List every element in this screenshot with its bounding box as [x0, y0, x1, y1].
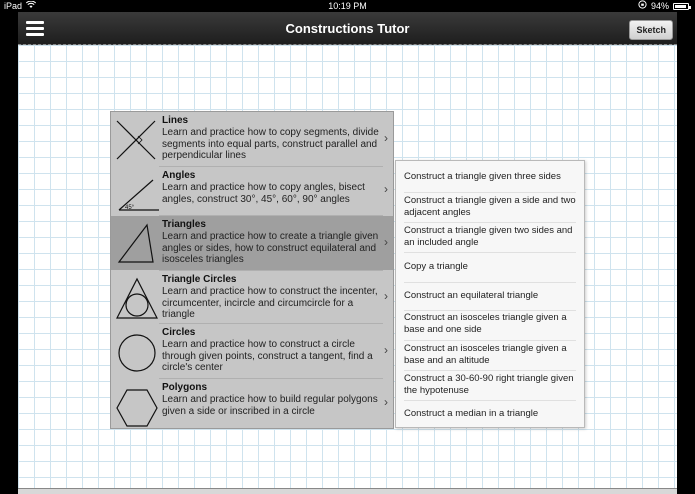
menu-item-desc: Learn and practice how to construct the incenter, circumcenter, incircle and circumcircle for a triangle [162, 286, 378, 320]
submenu-item[interactable]: Copy a triangle [404, 261, 468, 272]
rotation-lock-icon [638, 0, 647, 12]
menu-item-desc: Learn and practice how to copy angles, bisect angles, construct 30°, 45°, 60°, 90° angles [162, 182, 365, 205]
menu-item-desc: Learn and practice how to create a triangle given angles or sides, how to construct equilateral and isosceles triangles [162, 231, 379, 265]
menu-item-title: Angles [162, 170, 196, 181]
menu-item-desc: Learn and practice how to construct a circle through given points, construct a tangent, find a circle's center [162, 339, 373, 373]
menu-item-lines[interactable] [111, 112, 393, 166]
chevron-right-icon: › [384, 289, 388, 303]
submenu-item[interactable]: Construct a median in a triangle [404, 408, 539, 419]
divider [404, 370, 576, 371]
sketch-button[interactable]: Sketch [629, 20, 673, 40]
triangle-circles-icon [115, 276, 159, 320]
menu-item-title: Lines [162, 115, 189, 126]
nav-bar [18, 12, 677, 45]
angle-icon [115, 172, 159, 216]
submenu-item[interactable]: Construct an isosceles triangle given a base and an altitude [404, 343, 567, 366]
submenu-item[interactable]: Construct an equilateral triangle [404, 290, 539, 301]
submenu-item[interactable]: Construct a triangle given three sides [404, 171, 561, 182]
menu-item-triangles[interactable] [111, 216, 393, 270]
chevron-right-icon: › [384, 131, 388, 145]
hexagon-icon [115, 384, 159, 428]
submenu-item[interactable]: Construct an isosceles triangle given a base and one side [404, 312, 567, 335]
menu-item-title: Circles [162, 327, 196, 338]
submenu-item[interactable]: Construct a triangle given two sides and an included angle [404, 225, 573, 248]
submenu-item[interactable]: Construct a triangle given a side and two adjacent angles [404, 195, 576, 218]
triangles-submenu [395, 160, 585, 428]
circle-icon [115, 329, 159, 373]
menu-item-polygons[interactable] [111, 379, 393, 428]
status-bar [0, 0, 695, 12]
divider [404, 400, 576, 401]
divider [404, 222, 576, 223]
menu-item-desc: Learn and practice how to copy segments, divide segments into equal parts, construct parallel and perpendicular lines [162, 127, 379, 161]
triangle-icon [115, 221, 159, 265]
menu-item-angles[interactable] [111, 167, 393, 215]
chevron-right-icon: › [384, 235, 388, 249]
page-title: Constructions Tutor [285, 21, 410, 36]
battery-icon [673, 3, 689, 10]
battery-percent: 94% [650, 1, 669, 11]
menu-item-desc: Learn and practice how to build regular polygons given a side or inscribed in a circle [162, 394, 378, 417]
device-name: iPad [4, 1, 23, 11]
submenu-item[interactable]: Construct a 30-60-90 right triangle given the hypotenuse [404, 373, 574, 396]
menu-item-title: Triangle Circles [162, 274, 237, 285]
chevron-right-icon: › [384, 343, 388, 357]
chevron-right-icon: › [384, 182, 388, 196]
menu-item-triangle-circles[interactable] [111, 271, 393, 323]
topics-menu [110, 111, 394, 429]
angle-icon-label: 45° [125, 205, 135, 211]
left-frame [0, 12, 18, 494]
divider [404, 340, 576, 341]
clock: 10:19 PM [328, 1, 367, 11]
lines-icon [115, 117, 159, 161]
menu-item-title: Polygons [162, 382, 208, 393]
divider [404, 252, 576, 253]
menu-item-title: Triangles [162, 219, 206, 230]
divider [404, 192, 576, 193]
menu-item-circles[interactable] [111, 324, 393, 378]
right-frame [677, 12, 695, 494]
bottom-bar [18, 488, 677, 494]
chevron-right-icon: › [384, 395, 388, 409]
